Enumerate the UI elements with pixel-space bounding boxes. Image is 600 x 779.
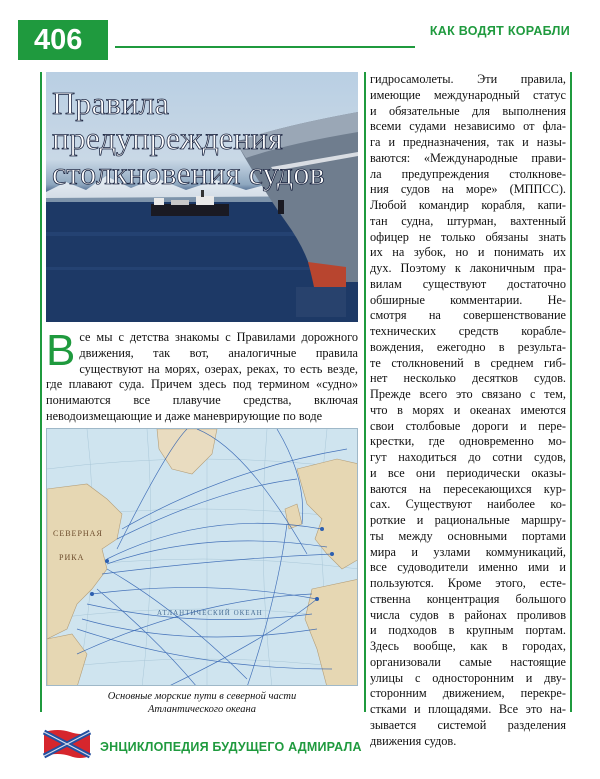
text-line: ния судов на море» (МППСС). [370,182,566,197]
text-line: имеющие международный статус [370,87,566,102]
text-line: и обязательные для выполнения [370,103,566,118]
text-line: улицы с односторонним и дву- [370,670,566,685]
header-rule [115,46,415,48]
shipping-routes-map [46,428,358,686]
map-caption-line-1: Основные морские пути в северной части [107,691,297,702]
text-line: мира и узлами коммуникаций, [370,544,566,559]
map-label-continent: СЕВЕРНАЯ [53,529,103,538]
text-line: ственна концентрация большого [370,591,566,606]
text-line: га и предназначения, так и назы- [370,135,566,149]
text-line: всеми судами независимо от фла- [370,119,566,134]
text-line: что в морях и океанах имеются [370,402,566,417]
page-number: 406 [18,20,108,60]
text-line: гидросамолеты. Эти правила, [370,72,566,86]
text-line: и подходов в крупным портам. [370,623,566,638]
text-line: стками и площадями. Все это на- [370,702,566,716]
text-line: ла предупреждения столкнове- [370,166,566,181]
frame-line-right [570,72,572,712]
map-caption-line-2: Атлантического океана [147,704,257,715]
frame-line-left [40,72,42,712]
text-line: числа судов в районах проливов [370,607,566,622]
text-line: роткие и рациональные маршру- [370,513,566,527]
drop-cap: В [46,326,76,375]
text-line: ваются: «Международные прави- [370,150,566,165]
text-line: сах. Существуют наиболее ко- [370,497,566,512]
text-line: нет несколько десятков судов. [370,371,566,386]
text-line: Прежде всего это связано с тем, [370,387,566,401]
text-line: ваются на пересекающихся кур- [370,481,566,496]
text-line: вилам существуют достаточно [370,276,566,291]
text-line: зывается системой разделения [370,717,566,732]
map-caption [46,690,358,716]
text-line: ты между основными портами [370,528,566,543]
footer-title: ЭНЦИКЛОПЕДИЯ БУДУЩЕГО АДМИРАЛА [100,740,362,754]
text-line: сторонним движением, перекре- [370,686,566,701]
text-line: те столкновений в среднем гиб- [370,355,566,370]
text-line: гут находиться до сотни судов, [370,450,566,464]
map-illustration [47,429,358,686]
hero-photo [46,72,358,322]
text-line: движения судов. [370,733,457,748]
text-line: тан судна, штурман, вахтенный [370,213,566,228]
text-line: крестки, где одновременно мо- [370,434,566,449]
text-line: свои столбовые дороги и пере- [370,418,566,433]
text-line: все судоводители именно ими и [370,560,566,575]
article-title: Правила предупреждения столкновения судов [52,85,325,191]
text-line: смотря на совершенствование [370,308,566,323]
text-line: их на зубок, но и понимать их [370,245,566,260]
text-line: технических средств корабле- [370,324,566,338]
text-line: Здесь вообще, как в городах, [370,639,566,653]
section-title: КАК ВОДЯТ КОРАБЛИ [429,24,570,38]
map-label-america: РИКА [59,553,85,562]
right-column-text [370,72,566,749]
text-line: обширные комментарии. Не- [370,292,566,307]
text-line: вождения, ежегодно в результа- [370,339,566,354]
frame-line-middle [364,72,366,712]
intro-text: се мы с детства знакомы с Правилами дорожного движения, так вот, аналогичные правила существуют на морях, озерах, реках, то есть везде, где плавают суда. Причем здесь под термином «судно» понимаются все плавучие средства, включая неводоизмещающие и даже маневрирующие по воде [46,330,358,423]
text-line: офицер не только обязаны знать [370,229,566,244]
text-line: организовали самые настоящие [370,654,566,669]
text-line: Любой командир корабля, капи- [370,198,566,212]
intro-paragraph [46,326,358,425]
text-line: пользуются. Кроме этого, есте- [370,576,566,590]
naval-flag-icon [40,728,92,762]
text-line: и все они периодически оказы- [370,465,566,480]
text-line: дух. Поэтому к лаконичным пра- [370,261,566,275]
map-label-ocean: АТЛАНТИЧЕСКИЙ ОКЕАН [157,609,263,617]
